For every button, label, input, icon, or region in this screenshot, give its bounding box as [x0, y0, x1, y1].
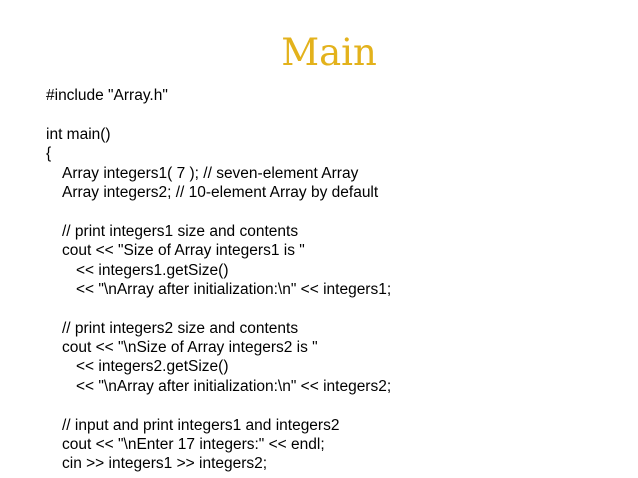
code-line: << integers1.getSize(): [76, 261, 229, 279]
code-line: [46, 299, 626, 318]
code-line: [46, 105, 626, 124]
code-line: << "\nArray after initialization:\n" << integers2;: [76, 377, 392, 395]
code-line: cout << "\nSize of Array integers2 is ": [62, 339, 318, 357]
code-line: Array integers1( 7 ); // seven-element Array: [62, 164, 359, 182]
code-line: [46, 396, 626, 415]
code-line: #include "Array.h": [46, 87, 168, 104]
code-line: int main(): [46, 125, 111, 143]
code-line: cout << "Size of Array integers1 is ": [62, 242, 305, 260]
code-line: cin >> integers1 >> integers2;: [62, 455, 268, 473]
code-line: // input and print integers1 and integers2: [62, 416, 340, 434]
code-block: [46, 86, 626, 474]
code-line: << "\nArray after initialization:\n" << integers1;: [76, 280, 392, 298]
code-line: {: [46, 145, 52, 163]
code-line: << integers2.getSize(): [76, 358, 229, 376]
slide-title: Main: [281, 31, 377, 74]
code-line: // print integers2 size and contents: [62, 319, 299, 337]
code-line: // print integers1 size and contents: [62, 222, 299, 240]
code-line: cout << "\nEnter 17 integers:" << endl;: [62, 436, 325, 454]
code-line: [46, 202, 626, 221]
code-line: Array integers2; // 10-element Array by default: [62, 183, 379, 201]
